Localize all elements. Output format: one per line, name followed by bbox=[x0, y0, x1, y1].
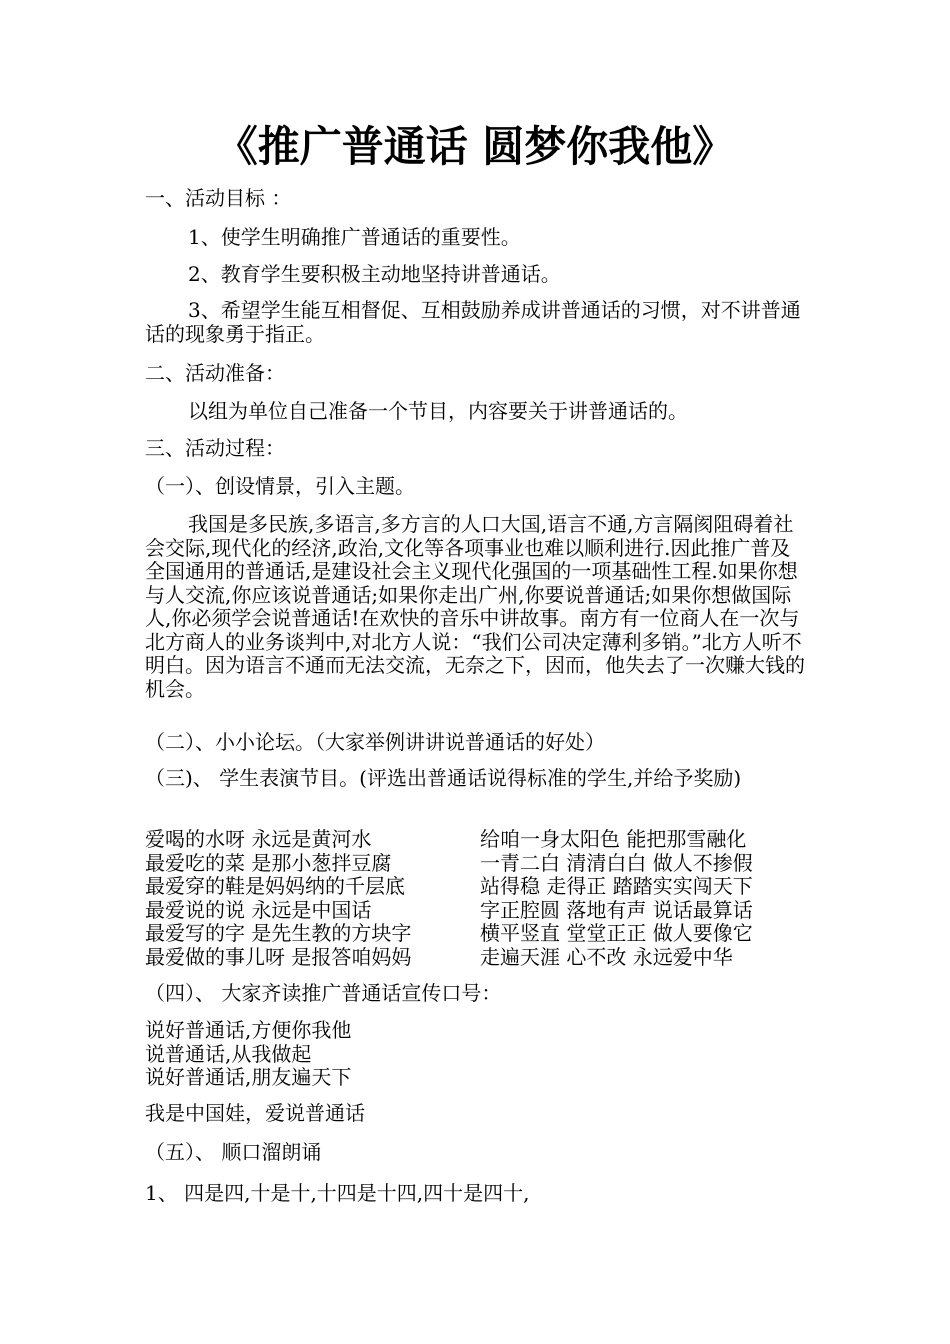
story-paragraph bbox=[145, 513, 805, 701]
song-right-line: 字正腔圆 落地有声 说话最算话 bbox=[480, 897, 753, 922]
song-right-column bbox=[480, 828, 810, 969]
slogan-line: 说好普通话,方便你我他 bbox=[145, 1018, 352, 1042]
slogan-extra: 我是中国娃，爱说普通话 bbox=[145, 1101, 365, 1125]
preparation-text: 以组为单位自己准备一个节目，内容要关于讲普通话的。 bbox=[188, 399, 688, 423]
goal-item-3-text: 3、希望学生能互相督促、互相鼓励养成讲普通话的习惯，对不讲普通话的现象勇于指正。 bbox=[145, 298, 801, 346]
song-right-line: 站得稳 走得正 踏踏实实闯天下 bbox=[480, 874, 753, 898]
song-left-line: 最爱穿的鞋是妈妈纳的千层底 bbox=[145, 874, 405, 898]
goal-item-1: 1、使学生明确推广普通话的重要性。 bbox=[188, 225, 521, 249]
song-left-line: 最爱写的字 是先生教的方块字 bbox=[145, 921, 412, 945]
song-right-line: 一青二白 清清白白 做人不掺假 bbox=[480, 850, 753, 875]
part4-heading: （四）、 大家齐读推广普通话宣传口号： bbox=[145, 981, 502, 1005]
goal-item-3 bbox=[145, 299, 805, 346]
goal-item-2: 2、教育学生要积极主动地坚持讲普通话。 bbox=[188, 262, 561, 286]
slogan-line: 说好普通话,朋友遍天下 bbox=[145, 1065, 352, 1089]
section1-heading: 一、活动目标 ： bbox=[145, 186, 292, 210]
song-left-line: 最爱说的说 永远是中国话 bbox=[145, 897, 372, 922]
song-right-line: 给咱一身太阳色 能把那雪融化 bbox=[480, 827, 747, 851]
part3-heading: （三)、 学生表演节目。(评选出普通话说得标准的学生,并给予奖励) bbox=[145, 766, 742, 790]
song-right-line: 横平竖直 堂堂正正 做人要像它 bbox=[480, 921, 753, 945]
part5-heading: （五）、 顺口溜朗诵 bbox=[145, 1140, 322, 1164]
slogan-line: 说普通话,从我做起 bbox=[145, 1041, 312, 1066]
song-left-line: 最爱吃的菜 是那小葱拌豆腐 bbox=[145, 850, 392, 875]
tongue-twister-1: 1、 四是四,十是十,十四是十四,四十是四十, bbox=[145, 1181, 530, 1205]
section3-heading: 三、活动过程： bbox=[145, 436, 285, 460]
part2-heading: （二）、小小论坛。（大家举例讲讲说普通话的好处） bbox=[145, 730, 605, 754]
song-right-line: 走遍天涯 心不改 永远爱中华 bbox=[480, 944, 733, 969]
song-left-column bbox=[145, 828, 475, 969]
document-title: 《推广普通话 圆梦你我他》 bbox=[215, 122, 735, 171]
story-text: 我国是多民族,多语言,多方言的人口大国,语言不通,方言隔阂阻碍着社会交际,现代化的经济,政治,文化等各项事业也难以顺利进行.因此推广普及全国通用的普通话,是建设社会主义现代化强国的一项基础性工程.如果你想与人交流,你应该说普通话;如果你走出广州,你要说普通话;如果你想做国际人,你必须学会说普通话!在欢快的音乐中讲故事。南方有一位商人在一次与北方商人的业务谈判中,对北方人说：“我们公司决定薄利多销。”北方人听不明白。因为语言不通而无法交流，无奈之下，因而，他失去了一次赚大钱的机会。 bbox=[145, 512, 805, 701]
song-left-line: 最爱做的事儿呀 是报答咱妈妈 bbox=[145, 944, 412, 969]
slogan-list bbox=[145, 1019, 351, 1090]
section2-heading: 二、活动准备： bbox=[145, 361, 285, 385]
song-left-line: 爱喝的水呀 永远是黄河水 bbox=[145, 827, 372, 851]
part1-heading: （一）、创设情景，引入主题。 bbox=[145, 474, 415, 498]
